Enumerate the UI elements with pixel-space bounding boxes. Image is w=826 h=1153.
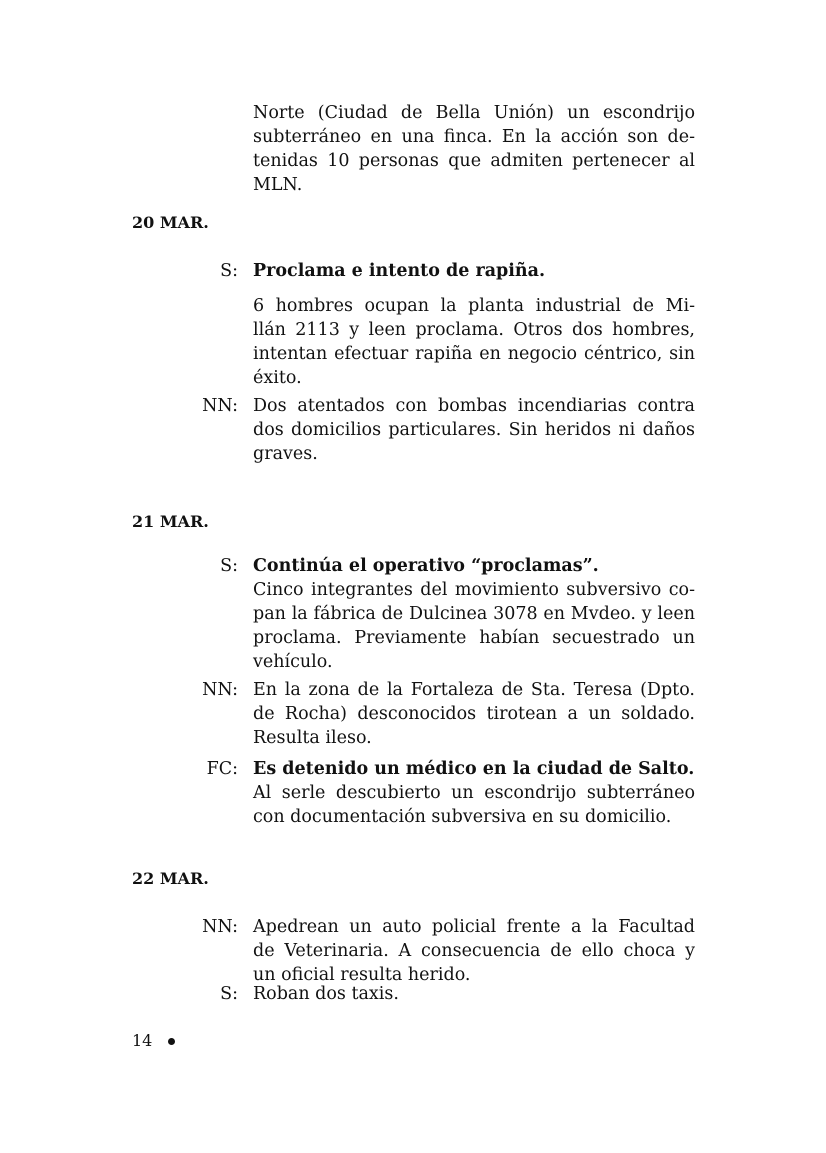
entry-line: Al serle descubierto un escondrijo subterráneo — [253, 783, 695, 803]
entry-body — [253, 394, 695, 466]
entry-line: Roban dos taxis. — [253, 984, 399, 1004]
entry-line: proclama. Previamente habían secuestrado un — [253, 628, 695, 648]
entry-line: Cinco integrantes del movimiento subversivo co- — [253, 580, 695, 600]
entry-body — [253, 294, 695, 390]
intro-line: MLN. — [253, 175, 303, 195]
entry-heading-text: Proclama e intento de rapiña. — [253, 261, 546, 281]
entry-line: con documentación subversiva en su domicilio. — [253, 807, 672, 827]
intro-line: Norte (Ciudad de Bella Unión) un escondrijo — [253, 103, 695, 123]
entry-line: En la zona de la Fortaleza de Sta. Teresa (Dpto. — [253, 680, 695, 700]
intro-line: tenidas 10 personas que admiten pertenecer al — [253, 151, 695, 171]
entry-body — [253, 554, 695, 674]
entry-line: Dos atentados con bombas incendiarias contra — [253, 396, 695, 416]
entry-code: NN: — [202, 680, 238, 700]
bullet-icon — [168, 1038, 175, 1045]
entry-line: intentan efectuar rapiña en negocio céntrico, sin — [253, 344, 695, 364]
entry-line: vehículo. — [253, 652, 333, 672]
page-number: 14 — [132, 1031, 153, 1050]
intro-line: subterráneo en una finca. En la acción son de- — [253, 127, 695, 147]
page-footer — [132, 1030, 175, 1052]
entry-code: S: — [220, 984, 238, 1004]
entry-code: FC: — [206, 759, 238, 779]
entry-body — [253, 915, 695, 987]
entry-line: Apedrean un auto policial frente a la Facultad — [253, 917, 695, 937]
entry-body — [253, 982, 695, 1006]
entry-line: de Veterinaria. A consecuencia de ello choca y — [253, 941, 695, 961]
entry-body — [253, 678, 695, 750]
entry-code: S: — [220, 261, 238, 281]
entry-line: 6 hombres ocupan la planta industrial de Mi- — [253, 296, 695, 316]
entry-code: NN: — [202, 396, 238, 416]
entry-line: de Rocha) desconocidos tirotean a un soldado. — [253, 704, 695, 724]
entry-code: S: — [220, 556, 238, 576]
entry-line: llán 2113 y leen proclama. Otros dos hombres, — [253, 320, 695, 340]
entry-heading-text: Continúa el operativo “proclamas”. — [253, 556, 599, 576]
entry-heading — [253, 259, 695, 283]
entry-code: NN: — [202, 917, 238, 937]
entry-line: pan la fábrica de Dulcinea 3078 en Mvdeo. y leen — [253, 604, 695, 624]
date-heading: 21 MAR. — [132, 512, 209, 531]
entry-heading-text: Es detenido un médico en la ciudad de Salto. — [253, 759, 695, 779]
date-heading: 22 MAR. — [132, 869, 209, 888]
entry-line: Resulta ileso. — [253, 728, 372, 748]
date-heading: 20 MAR. — [132, 213, 209, 232]
entry-line: un oficial resulta herido. — [253, 965, 471, 985]
entry-line: dos domicilios particulares. Sin heridos ni daños — [253, 420, 695, 440]
entry-line: éxito. — [253, 368, 302, 388]
entry-body — [253, 757, 695, 829]
entry-line: graves. — [253, 444, 318, 464]
intro-paragraph — [253, 101, 695, 197]
